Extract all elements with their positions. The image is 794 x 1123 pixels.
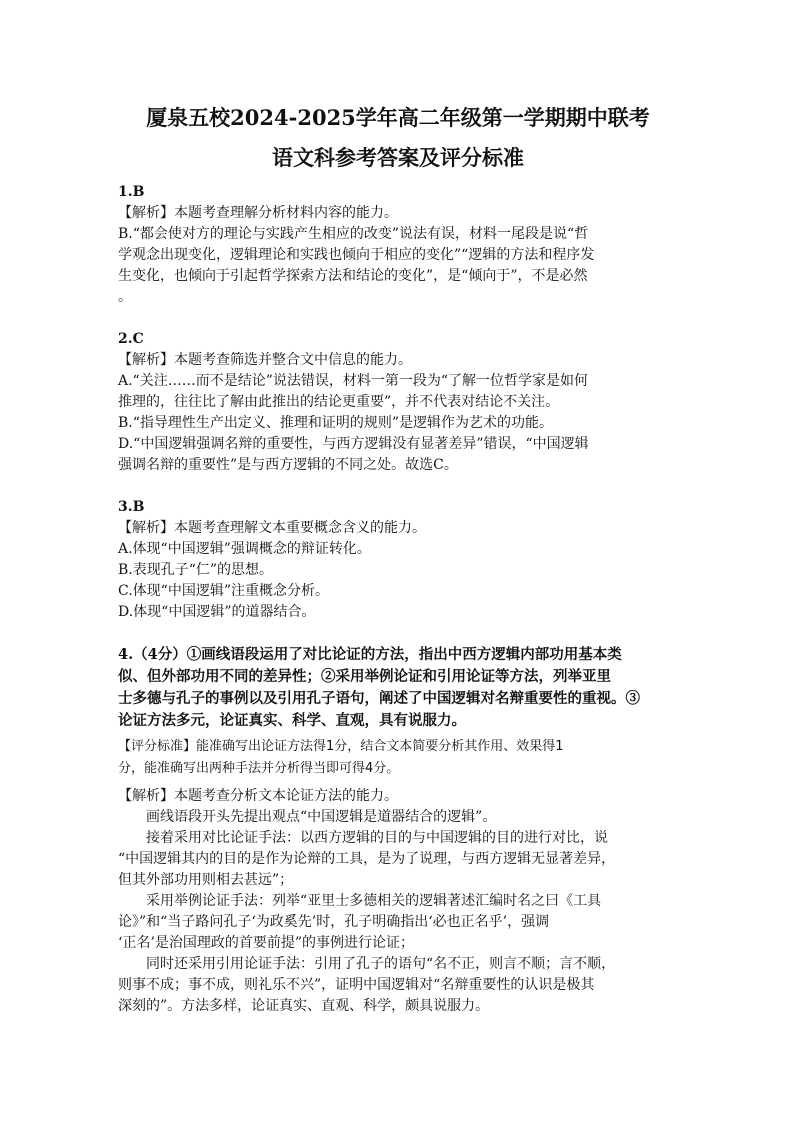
q4-answer-line: 论证方法多元，论证真实、科学、直观，具有说服力。: [118, 712, 466, 729]
question-4: [118, 644, 678, 1017]
q4-analysis: [118, 786, 678, 1017]
q4-analysis-line: 深刻的”。方法多样，论证真实、直观、科学，颇具说服力。: [118, 998, 490, 1014]
q3-line: D.体现“中国逻辑”的道器结合。: [118, 604, 316, 620]
question-2: [118, 329, 678, 476]
q2-line: B.“指导理性生产出定义、推理和证明的规则”是逻辑作为艺术的功能。: [118, 415, 554, 431]
q4-analysis-line: ‘正名’是治国理政的首要前提”的事例进行论证；: [118, 935, 415, 951]
doc-subtitle: 语文科参考答案及评分标准: [272, 145, 524, 170]
q4-analysis-line: 同时还采用引用论证手法：引用了孔子的语句“名不正，则言不顺；言不顺，: [146, 956, 616, 972]
q1-line: 【解析】本题考查理解分析材料内容的能力。: [118, 205, 398, 221]
q4-standard-line: 分，能准确写出两种手法并分析得当即可得4分。: [118, 761, 400, 776]
question-3: [118, 497, 678, 623]
q3-line: 【解析】本题考查理解文本重要概念含义的能力。: [118, 520, 426, 536]
q2-line: 【解析】本题考查筛选并整合文中信息的能力。: [118, 352, 412, 368]
q4-analysis-line: “中国逻辑其内的目的是作为论辩的工具，是为了说理，与西方逻辑无显著差异，: [118, 851, 616, 867]
q1-line: 学观念出现变化，逻辑理论和实践也倾向于相应的变化”“逻辑的方法和程序发: [118, 247, 595, 263]
q4-analysis-line: 【解析】本题考查分析文本论证方法的能力。: [118, 788, 398, 804]
q4-answer-line: 士多德与孔子的事例以及引用孔子语句，阐述了中国逻辑对名辩重要性的重视。③: [118, 690, 640, 707]
q2-number: 2.C: [118, 331, 144, 347]
q2-line: D.“中国逻辑强调名辩的重要性，与西方逻辑没有显著差异”错误，“中国逻辑: [118, 436, 589, 452]
q4-analysis-line: 画线语段开头先提出观点“中国逻辑是道器结合的逻辑”。: [146, 809, 497, 825]
q1-number: 1.B: [118, 184, 145, 200]
q3-line: B.表现孔子“仁”的思想。: [118, 562, 274, 578]
q3-number: 3.B: [118, 499, 145, 515]
q4-analysis-line: 论》”和“当子路问孔子‘为政奚先’时，孔子明确指出‘必也正名乎’，强调: [118, 914, 550, 930]
q1-line: 。: [118, 289, 132, 305]
q1-line: 生变化，也倾向于引起哲学探索方法和结论的变化”，是“倾向于”，不是必然: [118, 268, 588, 284]
q4-standard-line: 【评分标准】能准确写出论证方法得1分，结合文本简要分析其作用、效果得1: [118, 739, 564, 754]
q4-analysis-line: 但其外部功用则相去甚远”；: [118, 872, 294, 888]
question-1: [118, 182, 678, 308]
q4-analysis-line: 采用举例论证手法：列举“亚里士多德相关的逻辑著述汇编时名之曰《工具: [146, 893, 602, 909]
q4-analysis-line: 接着采用对比论证手法：以西方逻辑的目的与中国逻辑的目的进行对比，说: [146, 830, 608, 846]
q2-line: A.“关注……而不是结论”说法错误，材料一第一段为“了解一位哲学家是如何: [118, 373, 589, 389]
q4-answer: [118, 644, 678, 732]
q4-answer-line: 4.（4分）①画线语段运用了对比论证的方法，指出中西方逻辑内部功用基本类: [118, 646, 622, 663]
q3-line: C.体现“中国逻辑”注重概念分析。: [118, 583, 329, 599]
q4-analysis-line: 则事不成；事不成，则礼乐不兴”，证明中国逻辑对“名辩重要性的认识是极其: [118, 977, 595, 993]
q4-scoring-standard: [118, 736, 678, 780]
q2-line: 强调名辩的重要性”是与西方逻辑的不同之处。故选C。: [118, 457, 458, 473]
doc-title: 厦泉五校2024-2025学年高二年级第一学期期中联考: [146, 105, 650, 130]
q3-line: A.体现“中国逻辑”强调概念的辩证转化。: [118, 541, 371, 557]
q1-line: B.“都会使对方的理论与实践产生相应的改变”说法有误，材料一尾段是说“哲: [118, 226, 589, 242]
q2-line: 推理的，往往比了解由此推出的结论更重要”，并不代表对结论不关注。: [118, 394, 560, 410]
q4-answer-line: 似、但外部功用不同的差异性；②采用举例论证和引用论证等方法，列举亚里: [118, 668, 611, 685]
